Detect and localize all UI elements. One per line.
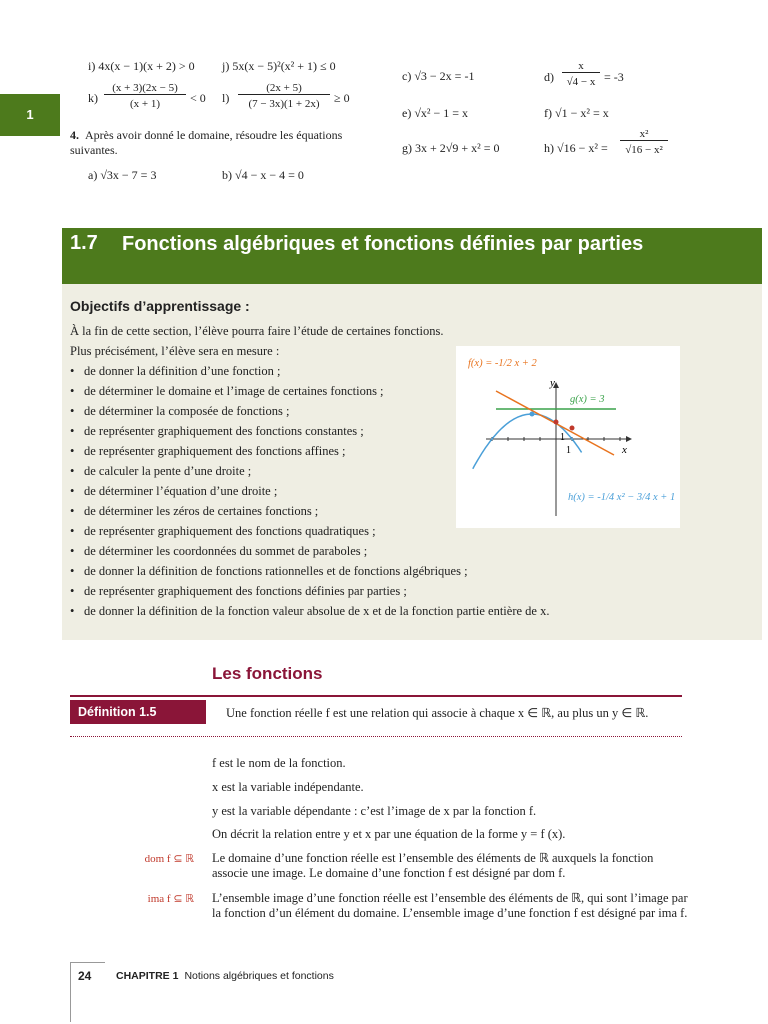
objective-item <box>70 541 549 561</box>
h-label: h(x) = -1/4 x² − 3/4 x + 1 <box>568 492 676 503</box>
objective-text: de représenter graphiquement des fonctions quadratiques ; <box>84 524 376 538</box>
exercise-4 <box>70 128 390 158</box>
tick-y-label: 1 <box>560 432 565 443</box>
margin-note-dom: dom f ⊆ ℝ <box>144 853 194 865</box>
page-number: 24 <box>78 969 92 983</box>
tick-x-label: 1 <box>566 445 571 456</box>
objectives-intro-2: Plus précisément, l’élève sera en mesure : <box>70 344 280 358</box>
bullet-icon: • <box>70 424 75 438</box>
section-title: Fonctions algébriques et fonctions définies par parties <box>122 233 644 255</box>
exercise-d-num: x <box>562 60 600 73</box>
footer-chapter <box>116 970 334 982</box>
definition-label: Définition 1.5 <box>70 700 206 724</box>
objectives-intro-1: À la fin de cette section, l’élève pourra faire l’étude de certaines fonctions. <box>70 324 444 338</box>
bullet-icon: • <box>70 464 75 478</box>
objective-item <box>70 601 549 621</box>
exercise-h-num: x² <box>620 128 668 141</box>
g-label: g(x) = 3 <box>570 394 605 405</box>
body-p6: L’ensemble image d’une fonction réelle est l’ensemble des éléments de ℝ, qui sont l’image par la fonction d’un élément du domaine. L’ensemble image d’une fonction f est désigné par ima f. <box>212 891 688 920</box>
definition-text: Une fonction réelle f est une relation qui associe à chaque x ∈ ℝ, au plus un y ∈ ℝ. <box>226 706 649 720</box>
body-p5: Le domaine d’une fonction réelle est l’ensemble des éléments de ℝ auxquels la fonction associe une image. Le domaine d’une fonction f est désigné par dom f. <box>212 851 654 880</box>
exercise-d-label: d) <box>544 70 554 84</box>
bullet-icon: • <box>70 564 75 578</box>
objective-text: de déterminer les coordonnées du sommet de paraboles ; <box>84 544 368 558</box>
exercise-l-rel: ≥ 0 <box>334 91 350 105</box>
body-p4: On décrit la relation entre y et x par une équation de la forme y = f (x). <box>212 827 566 841</box>
function-graph <box>456 346 680 528</box>
footer-rule <box>70 962 71 1022</box>
exercise-c: c) √3 − 2x = -1 <box>402 69 475 83</box>
exercise-g: g) 3x + 2√9 + x² = 0 <box>402 141 500 155</box>
exercise-i: i) 4x(x − 1)(x + 2) > 0 <box>88 59 195 73</box>
exercise-h-den: √16 − x² <box>625 144 663 156</box>
exercise-l-label: l) <box>222 91 230 105</box>
bullet-icon: • <box>70 484 75 498</box>
bullet-icon: • <box>70 364 75 378</box>
body-p1: f est le nom de la fonction. <box>212 756 346 770</box>
bullet-icon: • <box>70 504 75 518</box>
objective-text: de calculer la pente d’une droite ; <box>84 464 252 478</box>
f-label: f(x) = -1/2 x + 2 <box>468 358 537 369</box>
objective-item <box>70 561 549 581</box>
h-curve <box>473 414 582 469</box>
exercise-j: j) 5x(x − 5)²(x² + 1) ≤ 0 <box>222 59 336 73</box>
exercise-h-label: h) √16 − x² = <box>544 141 608 155</box>
objective-text: de donner la définition de la fonction valeur absolue de x et de la fonction partie entière de x. <box>84 604 550 618</box>
objective-item <box>70 581 549 601</box>
exercise-4-number: 4. <box>70 128 79 142</box>
exercise-k-label: k) <box>88 91 98 105</box>
section-number: 1.7 <box>70 232 98 254</box>
footer-hr <box>70 962 105 963</box>
exercise-4-text: Après avoir donné le domaine, résoudre les équations suivantes. <box>70 128 343 157</box>
body-p2: x est la variable indépendante. <box>212 780 364 794</box>
margin-note-ima: ima f ⊆ ℝ <box>147 893 194 905</box>
footer-chapter-label: CHAPITRE 1 <box>116 970 179 982</box>
exercise-4a: a) √3x − 7 = 3 <box>88 168 157 182</box>
objective-text: de donner la définition de fonctions rationnelles et de fonctions algébriques ; <box>84 564 468 578</box>
exercise-d <box>544 60 664 96</box>
exercise-e: e) √x² − 1 = x <box>402 106 469 120</box>
h-vertex-point <box>530 412 535 417</box>
exercise-h <box>544 126 694 166</box>
objective-text: de représenter graphiquement des fonctions affines ; <box>84 444 346 458</box>
bullet-icon: • <box>70 384 75 398</box>
objective-text: de donner la définition d’une fonction ; <box>84 364 281 378</box>
objective-text: de déterminer les zéros de certaines fonctions ; <box>84 504 319 518</box>
body-p3: y est la variable dépendante : c’est l’image de x par la fonction f. <box>212 804 537 818</box>
objective-text: de déterminer l’équation d’une droite ; <box>84 484 278 498</box>
exercise-k-num: (x + 3)(2x − 5) <box>104 82 186 95</box>
intersection-point <box>570 426 575 431</box>
bullet-icon: • <box>70 444 75 458</box>
objective-text: de déterminer la composée de fonctions ; <box>84 404 290 418</box>
x-axis-label: x <box>622 444 627 456</box>
bullet-icon: • <box>70 404 75 418</box>
exercise-d-den: √4 − x <box>566 76 596 88</box>
exercise-d-rel: = -3 <box>604 70 624 84</box>
y-axis-label: y <box>550 377 555 389</box>
exercise-k-rel: < 0 <box>190 91 206 105</box>
objective-text: de représenter graphiquement des fonctions définies par parties ; <box>84 584 407 598</box>
footer-chapter-title: Notions algébriques et fonctions <box>184 970 334 982</box>
exercise-l-num: (2x + 5) <box>238 82 330 95</box>
x-axis-arrow <box>626 436 632 442</box>
intersection-point <box>554 420 559 425</box>
definition-rule <box>70 695 682 697</box>
definition-divider <box>70 736 682 737</box>
bullet-icon: • <box>70 544 75 558</box>
exercise-4b: b) √4 − x − 4 = 0 <box>222 168 304 182</box>
exercise-k-den: (x + 1) <box>129 98 161 110</box>
section-header <box>62 228 762 284</box>
objectives-title: Objectifs d’apprentissage : <box>70 298 250 314</box>
exercise-f: f) √1 − x² = x <box>544 106 609 120</box>
objective-text: de représenter graphiquement des fonctions constantes ; <box>84 424 364 438</box>
bullet-icon: • <box>70 524 75 538</box>
exercise-l-den: (7 − 3x)(1 + 2x) <box>248 98 320 110</box>
subsection-title: Les fonctions <box>212 664 323 683</box>
bullet-icon: • <box>70 584 75 598</box>
chapter-tab: 1 <box>0 94 60 136</box>
objective-text: de déterminer le domaine et l’image de certaines fonctions ; <box>84 384 384 398</box>
bullet-icon: • <box>70 604 75 618</box>
